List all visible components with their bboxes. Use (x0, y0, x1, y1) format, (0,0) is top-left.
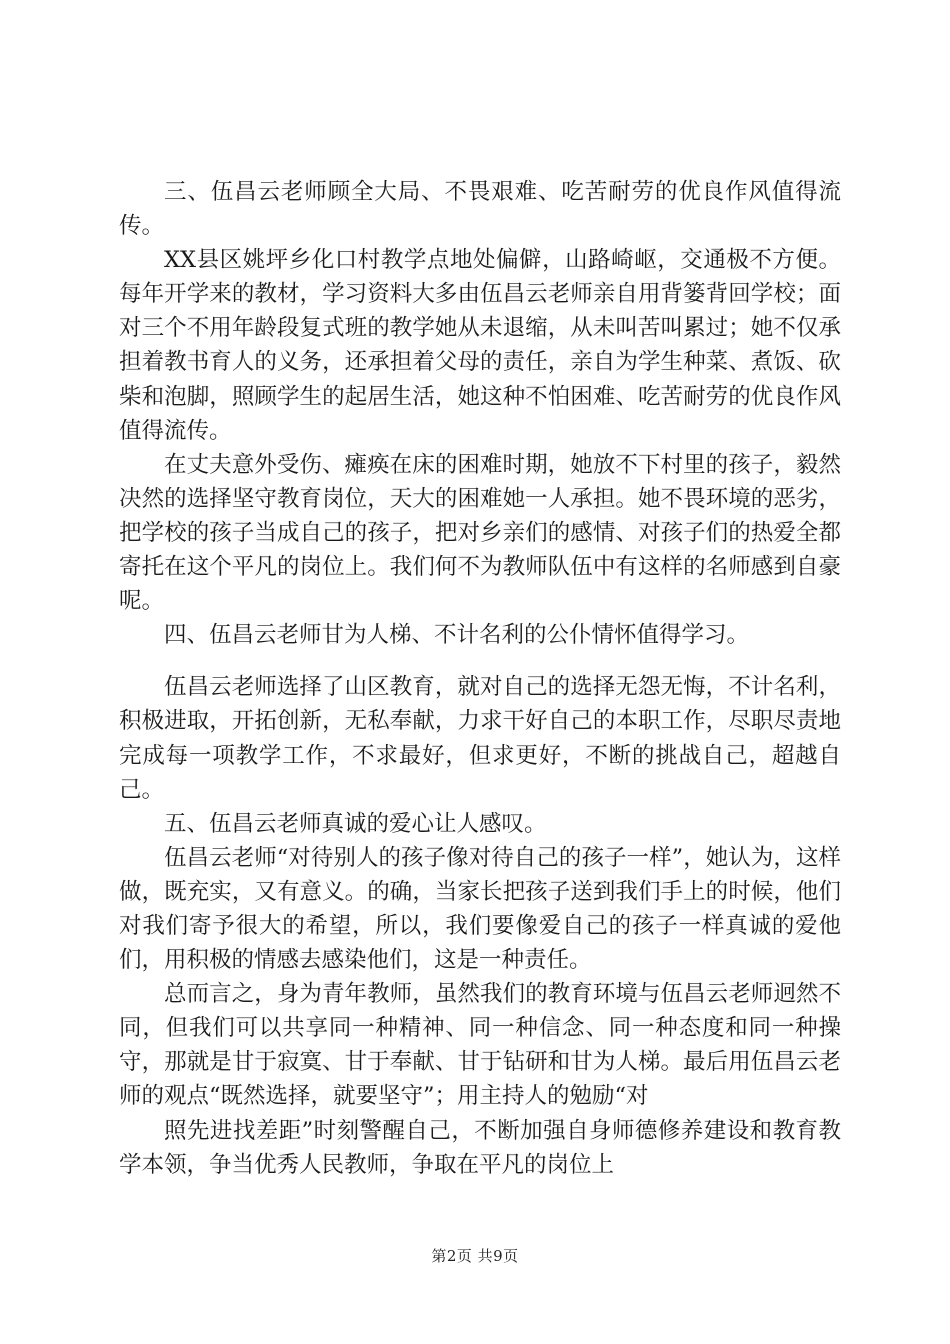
body-paragraph: 伍昌云老师“对待别人的孩子像对待自己的孩子一样”，她认为，这样做，既充实，又有意义。的确，当家长把孩子送到我们手上的时候，他们对我们寄予很大的希望，所以，我们要像爱自己的孩子一样真诚的爱他们，用积极的情感去感染他们，这是一种责任。 (119, 844, 841, 974)
body-paragraph: 照先进找差距”时刻警醒自己，不断加强自身师德修养建设和教育教学本领，争当优秀人民教师，争取在平凡的岗位上 (119, 1117, 841, 1178)
section-heading-3: 三、伍昌云老师顾全大局、不畏艰难、吃苦耐劳的优良作风值得流传。 (119, 179, 841, 240)
body-paragraph: 伍昌云老师选择了山区教育，就对自己的选择无怨无悔，不计名利，积极进取，开拓创新，无私奉献，力求干好自己的本职工作，尽职尽责地完成每一项教学工作，不求最好，但求更好，不断的挑战自己，超越自己。 (119, 674, 841, 803)
body-paragraph: 在丈夫意外受伤、瘫痪在床的困难时期，她放不下村里的孩子，毅然决然的选择坚守教育岗位，天大的困难她一人承担。她不畏环境的恶劣，把学校的孩子当成自己的孩子，把对乡亲们的感情、对孩子们的热爱全都寄托在这个平凡的岗位上。我们何不为教师队伍中有这样的名师感到自豪呢。 (119, 451, 841, 615)
body-paragraph: XX县区姚坪乡化口村教学点地处偏僻，山路崎岖，交通极不方便。每年开学来的教材，学习资料大多由伍昌云老师亲自用背篓背回学校；面对三个不用年龄段复式班的教学她从未退缩，从未叫苦叫累过；她不仅承担着教书育人的义务，还承担着父母的责任，亲自为学生种菜、煮饭、砍柴和泡脚，照顾学生的起居生活，她这种不怕困难、吃苦耐劳的优良作风值得流传。 (119, 247, 841, 444)
document-body (119, 175, 841, 1182)
section-heading-4: 四、伍昌云老师甘为人梯、不计名利的公仆情怀值得学习。 (164, 622, 750, 649)
page-number-footer: 第2页 共9页 (431, 1247, 519, 1265)
section-heading-5: 五、伍昌云老师真诚的爱心让人感叹。 (164, 810, 547, 837)
body-paragraph: 总而言之，身为青年教师，虽然我们的教育环境与伍昌云老师迥然不同，但我们可以共享同一种精神、同一种信念、同一种态度和同一种操守，那就是甘于寂寞、甘于奉献、甘于钻研和甘为人梯。最后用伍昌云老师的观点“既然选择，就要坚守”；用主持人的勉励“对 (119, 981, 841, 1110)
